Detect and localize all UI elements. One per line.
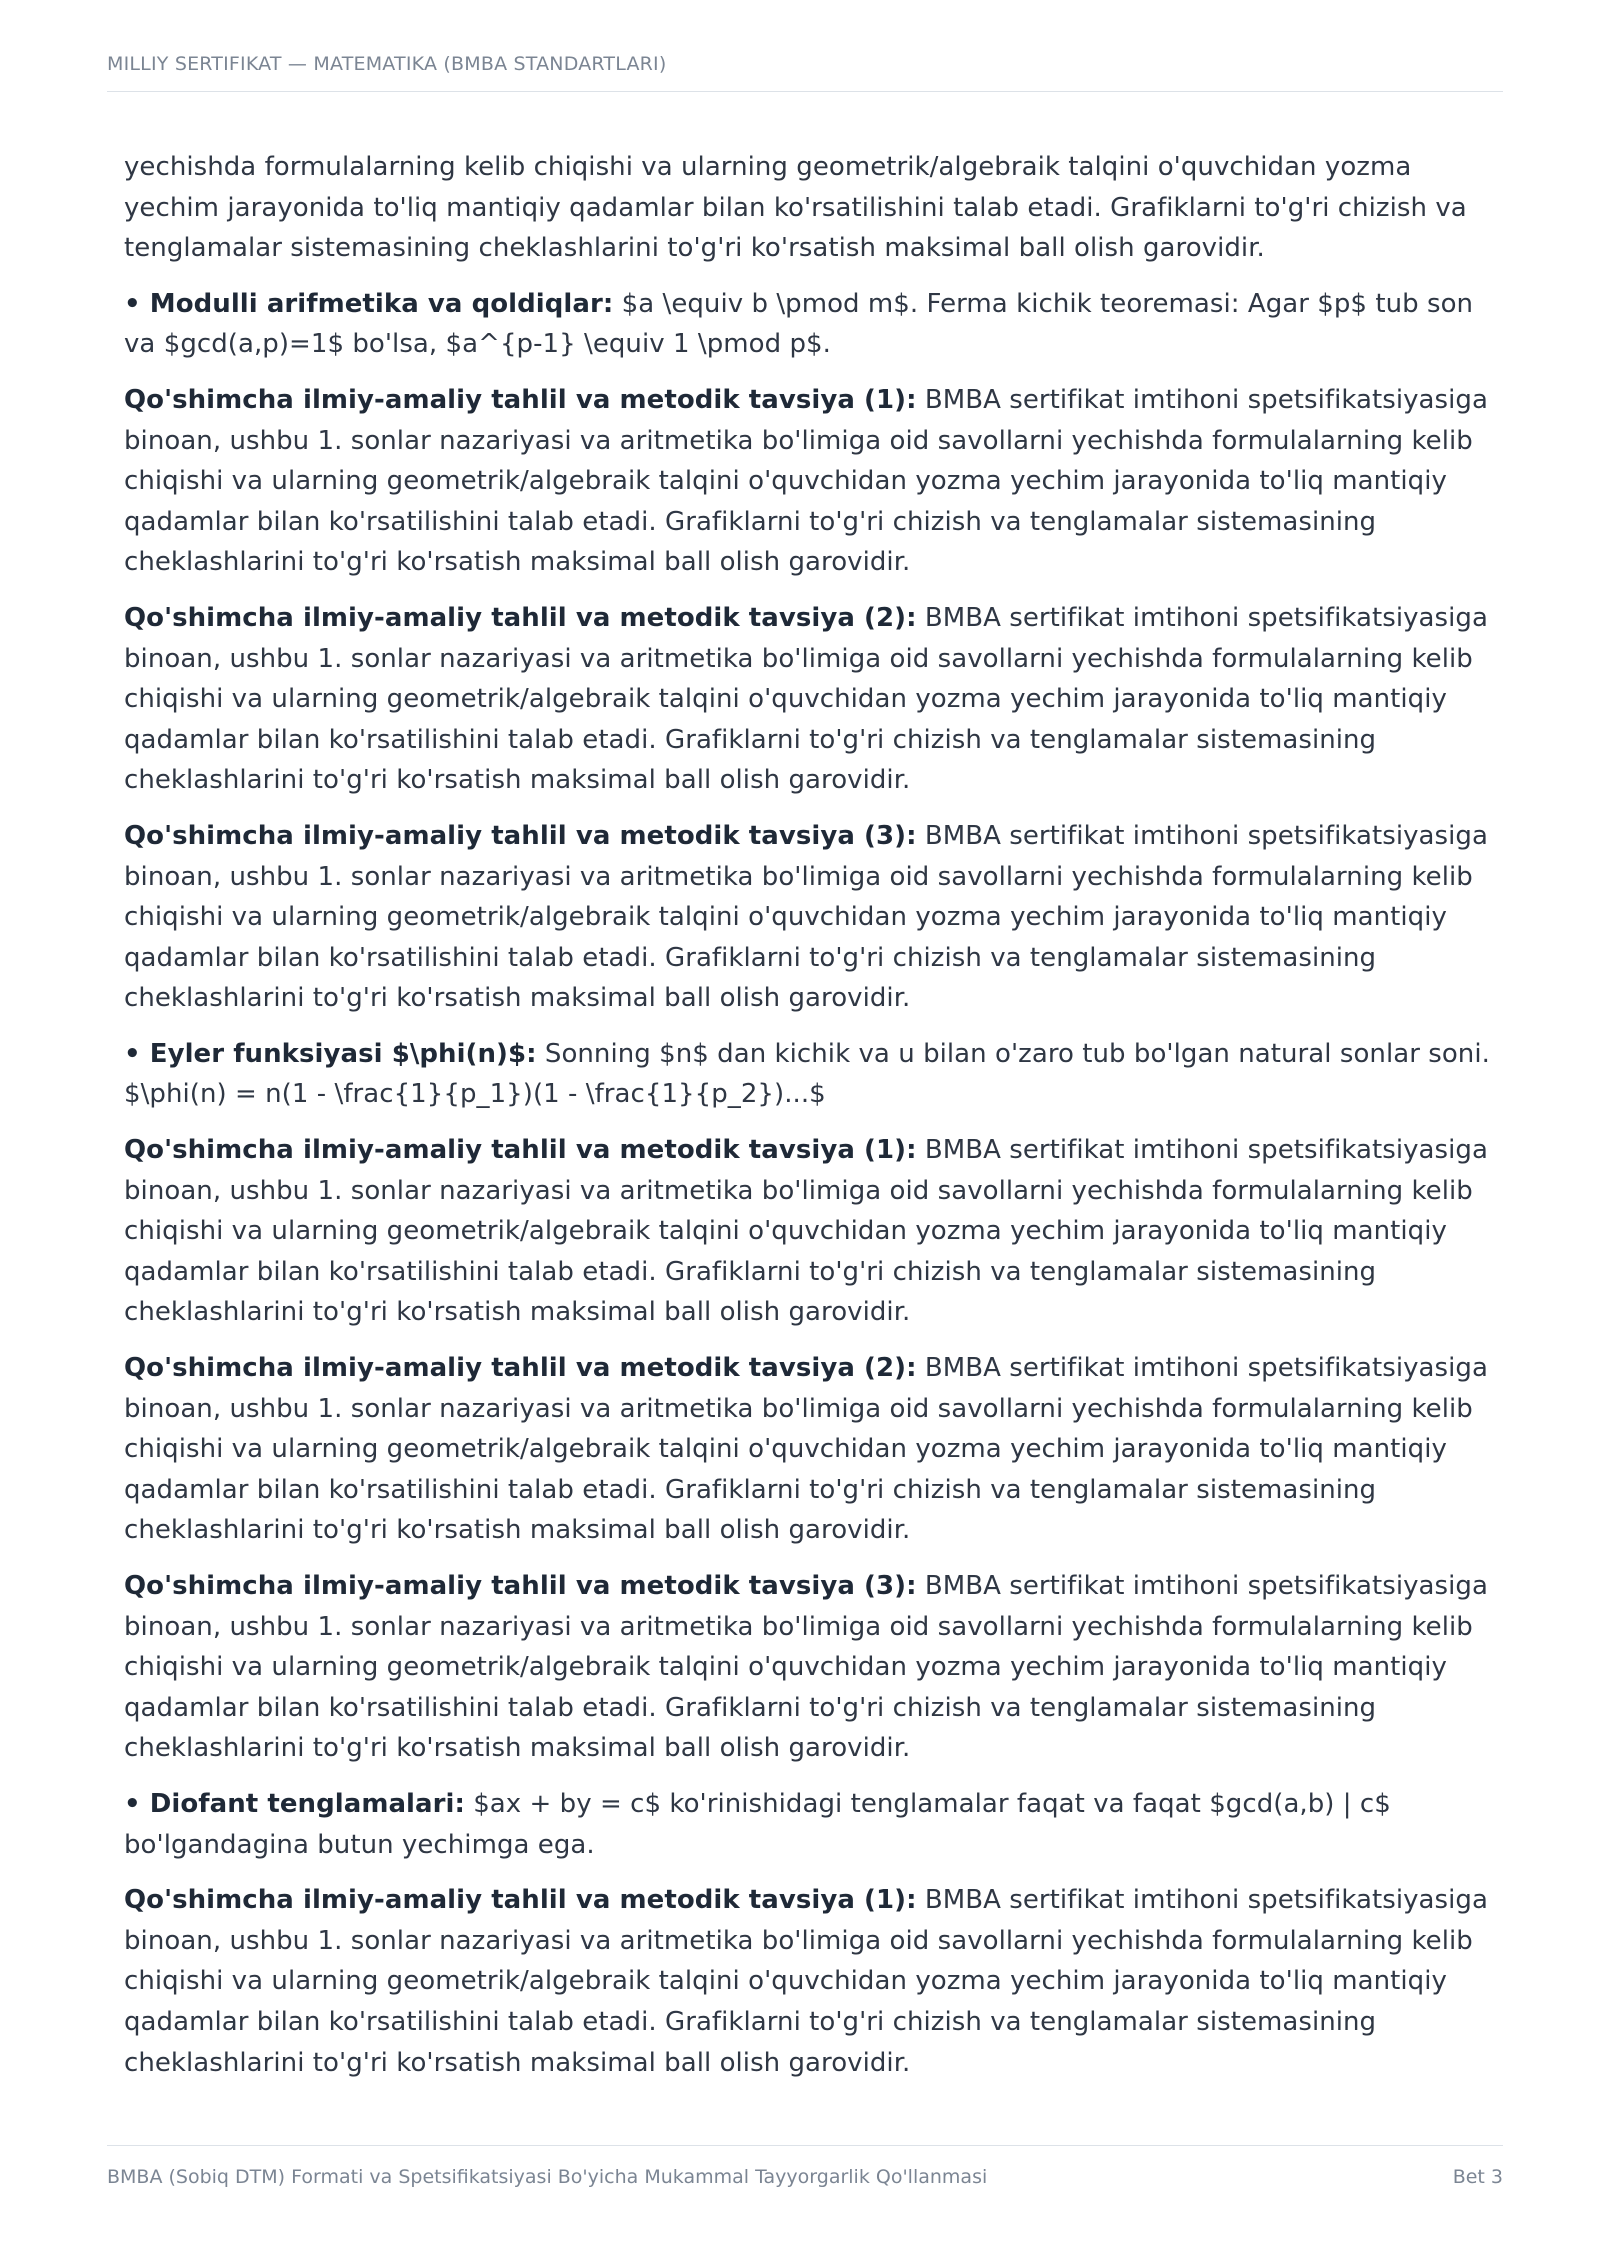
note-lead: Qo'shimcha ilmiy-amaliy tahlil va metodik tavsiya (2): (124, 1353, 917, 1384)
methodical-note (124, 598, 1494, 801)
bullet-lead: • Diofant tenglamalari: (124, 1788, 465, 1819)
header-title: MILLIY SERTIFIKAT — MATEMATIKA (BMBA STANDARTLARI) (107, 53, 667, 75)
methodical-note (124, 380, 1494, 583)
note-lead: Qo'shimcha ilmiy-amaliy tahlil va metodik tavsiya (3): (124, 1571, 917, 1601)
methodical-note (124, 1348, 1494, 1551)
bullet-euler-function (124, 1034, 1494, 1115)
bullet-text: $a \equiv b \pmod m$. Ferma kichik teoremasi: Agar $p$ tub son va $gcd(a,p)=1$ bo'lsa, $a^{p-1} \equiv 1 \pmod p$. (124, 288, 1474, 360)
note-lead: Qo'shimcha ilmiy-amaliy tahlil va metodik tavsiya (1): (124, 1135, 917, 1166)
note-text: BMBA sertifikat imtihoni spetsifikatsiyasiga binoan, ushbu 1. sonlar nazariyasi va aritmetika bo'limiga oid savollarni yechishda formulalarning kelib chiqishi va ularning geometrik/algebraik talqini o'quvchidan yozma yechim jarayonida to'liq mantiqiy qadamlar bilan ko'rsatilishini talab etadi. Grafiklarni to'g'ri chizish va tenglamalar sistemasining cheklashlarini to'g'ri ko'rsatish maksimal ball olish garovidir. (124, 1885, 1488, 2078)
note-text: BMBA sertifikat imtihoni spetsifikatsiyasiga binoan, ushbu 1. sonlar nazariyasi va aritmetika bo'limiga oid savollarni yechishda formulalarning kelib chiqishi va ularning geometrik/algebraik talqini o'quvchidan yozma yechim jarayonida to'liq mantiqiy qadamlar bilan ko'rsatilishini talab etadi. Grafiklarni to'g'ri chizish va tenglamalar sistemasining cheklashlarini to'g'ri ko'rsatish maksimal ball olish garovidir. (124, 1571, 1488, 1764)
bullet-lead: • Eyler funksiyasi $\phi(n)$: (124, 1038, 537, 1069)
note-lead: Qo'shimcha ilmiy-amaliy tahlil va metodik tavsiya (1): (124, 384, 917, 415)
page-footer (107, 2145, 1503, 2188)
paragraph-text: yechishda formulalarning kelib chiqishi va ularning geometrik/algebraik talqini o'quvchidan yozma yechim jarayonida to'liq mantiqiy qadamlar bilan ko'rsatilishini talab etadi. Grafiklarni to'g'ri chizish va tenglamalar sistemasining cheklashlarini to'g'ri ko'rsatish maksimal ball olish garovidir. (124, 152, 1467, 264)
methodical-note (124, 1880, 1494, 2083)
document-body (124, 147, 1494, 2098)
note-text: BMBA sertifikat imtihoni spetsifikatsiyasiga binoan, ushbu 1. sonlar nazariyasi va aritmetika bo'limiga oid savollarni yechishda formulalarning kelib chiqishi va ularning geometrik/algebraik talqini o'quvchidan yozma yechim jarayonida to'liq mantiqiy qadamlar bilan ko'rsatilishini talab etadi. Grafiklarni to'g'ri chizish va tenglamalar sistemasining cheklashlarini to'g'ri ko'rsatish maksimal ball olish garovidir. (124, 1353, 1488, 1546)
page-header (107, 52, 1503, 92)
note-lead: Qo'shimcha ilmiy-amaliy tahlil va metodik tavsiya (1): (124, 1885, 917, 1916)
methodical-note (124, 816, 1494, 1019)
note-text: BMBA sertifikat imtihoni spetsifikatsiyasiga binoan, ushbu 1. sonlar nazariyasi va aritmetika bo'limiga oid savollarni yechishda formulalarning kelib chiqishi va ularning geometrik/algebraik talqini o'quvchidan yozma yechim jarayonida to'liq mantiqiy qadamlar bilan ko'rsatilishini talab etadi. Grafiklarni to'g'ri chizish va tenglamalar sistemasining cheklashlarini to'g'ri ko'rsatish maksimal ball olish garovidir. (124, 1135, 1488, 1328)
bullet-text: $ax + by = c$ ko'rinishidagi tenglamalar faqat va faqat $gcd(a,b) | c$ bo'lgandagina butun yechimga ega. (124, 1788, 1391, 1860)
note-lead: Qo'shimcha ilmiy-amaliy tahlil va metodik tavsiya (3): (124, 820, 917, 851)
bullet-text: Sonning $n$ dan kichik va u bilan o'zaro tub bo'lgan natural sonlar soni. $\phi(n) = n(1 - \frac{1}{p_1})(1 - \frac{1}{p_2})...$ (124, 1038, 1490, 1110)
bullet-lead: • Modulli arifmetika va qoldiqlar: (124, 288, 614, 319)
note-text: BMBA sertifikat imtihoni spetsifikatsiyasiga binoan, ushbu 1. sonlar nazariyasi va aritmetika bo'limiga oid savollarni yechishda formulalarning kelib chiqishi va ularning geometrik/algebraik talqini o'quvchidan yozma yechim jarayonida to'liq mantiqiy qadamlar bilan ko'rsatilishini talab etadi. Grafiklarni to'g'ri chizish va tenglamalar sistemasining cheklashlarini to'g'ri ko'rsatish maksimal ball olish garovidir. (124, 820, 1488, 1014)
note-text: BMBA sertifikat imtihoni spetsifikatsiyasiga binoan, ushbu 1. sonlar nazariyasi va aritmetika bo'limiga oid savollarni yechishda formulalarning kelib chiqishi va ularning geometrik/algebraik talqini o'quvchidan yozma yechim jarayonida to'liq mantiqiy qadamlar bilan ko'rsatilishini talab etadi. Grafiklarni to'g'ri chizish va tenglamalar sistemasining cheklashlarini to'g'ri ko'rsatish maksimal ball olish garovidir. (124, 384, 1488, 578)
methodical-note (124, 1566, 1494, 1769)
bullet-diophantine-equations (124, 1784, 1494, 1865)
bullet-modular-arithmetic (124, 284, 1494, 365)
note-text: BMBA sertifikat imtihoni spetsifikatsiyasiga binoan, ushbu 1. sonlar nazariyasi va aritmetika bo'limiga oid savollarni yechishda formulalarning kelib chiqishi va ularning geometrik/algebraik talqini o'quvchidan yozma yechim jarayonida to'liq mantiqiy qadamlar bilan ko'rsatilishini talab etadi. Grafiklarni to'g'ri chizish va tenglamalar sistemasining cheklashlarini to'g'ri ko'rsatish maksimal ball olish garovidir. (124, 602, 1488, 796)
footer-title: BMBA (Sobiq DTM) Formati va Spetsifikatsiyasi Bo'yicha Mukammal Tayyorgarlik Qo'llanmasi (107, 2166, 988, 2188)
methodical-note (124, 1130, 1494, 1333)
paragraph-continuation (124, 147, 1494, 269)
page-number: Bet 3 (1452, 2166, 1503, 2188)
note-lead: Qo'shimcha ilmiy-amaliy tahlil va metodik tavsiya (2): (124, 602, 917, 633)
